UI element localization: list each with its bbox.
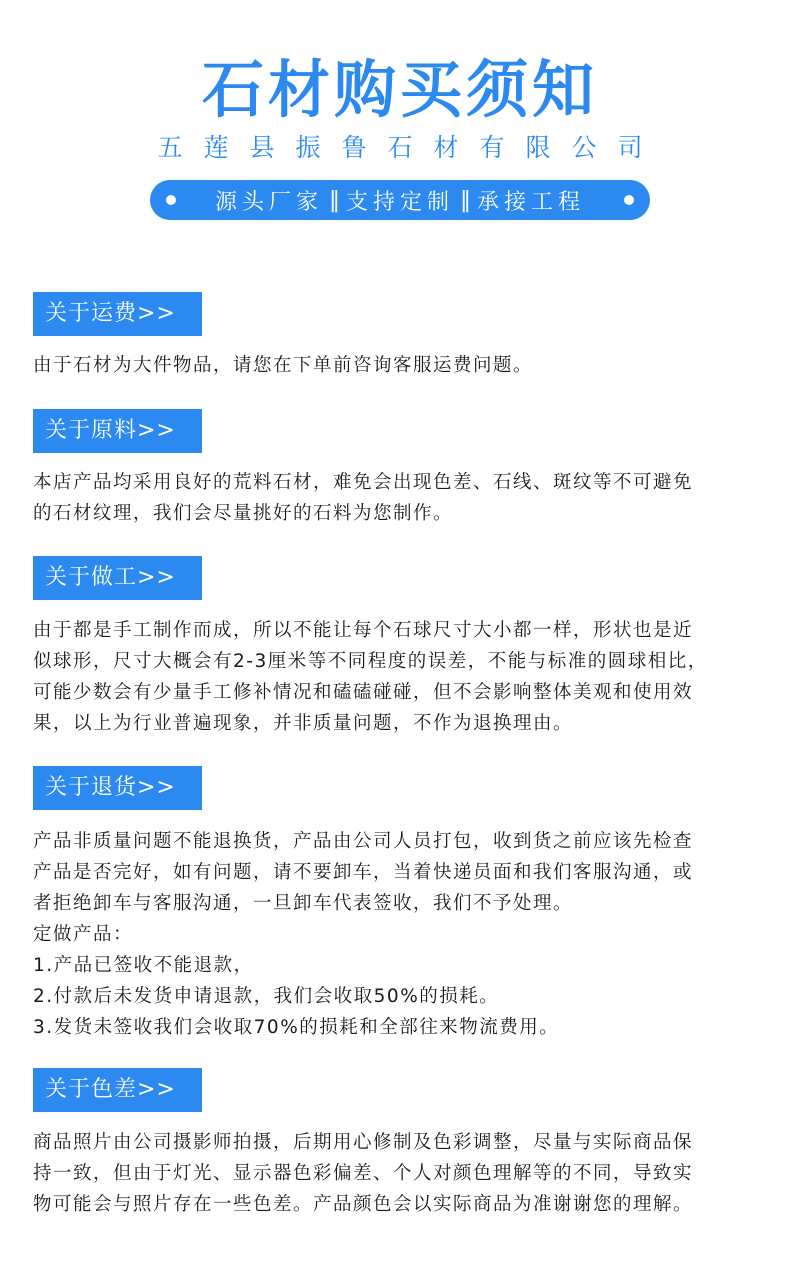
text-line: 商品照片由公司摄影师拍摄，后期用心修制及色彩调整，尽量与实际商品保 [33, 1132, 694, 1153]
section-text-shipping [33, 350, 778, 381]
text-line: 似球形，尺寸大概会有2-3厘米等不同程度的误差，不能与标准的圆球相比， [33, 651, 708, 672]
text-line: 由于石材为大件物品，请您在下单前咨询客服运费问题。 [33, 355, 534, 376]
slogan-separator: ‖ [328, 187, 340, 213]
slogan-item: 承接工程 [477, 189, 586, 215]
text-line: 产品是否完好，如有问题，请不要卸车，当着快递员面和我们客服沟通，或 [33, 862, 694, 883]
slogan-separator: ‖ [460, 187, 471, 213]
text-line: 定做产品： [33, 924, 134, 945]
section-text-craftsmanship [33, 615, 778, 739]
text-line: 物可能会与照片存在一些色差。产品颜色会以实际商品为准谢谢您的理解。 [33, 1194, 694, 1215]
slogan-item: 源头厂家 [214, 189, 323, 215]
section-tag-craftsmanship: 关于做工>> [33, 556, 202, 600]
text-line: 持一致，但由于灯光、显示器色彩偏差、个人对颜色理解等的不同，导致实 [33, 1163, 694, 1184]
section-text-color-difference [33, 1127, 778, 1220]
text-line: 1.产品已签收不能退款， [33, 955, 254, 976]
bullet-dot-icon [624, 195, 634, 205]
section-tag-shipping: 关于运费>> [33, 292, 202, 336]
text-line: 3.发货未签收我们会收取70%的损耗和全部往来物流费用。 [33, 1017, 560, 1038]
section-text-material [33, 467, 778, 529]
text-line: 产品非质量问题不能退换货，产品由公司人员打包，收到货之前应该先检查 [33, 831, 694, 852]
slogan-banner [150, 180, 650, 220]
text-line: 的石材纹理，我们会尽量挑好的石料为您制作。 [33, 503, 454, 524]
text-line: 果，以上为行业普遍现象，并非质量问题，不作为退换理由。 [33, 713, 574, 734]
section-tag-color-difference: 关于色差>> [33, 1068, 202, 1112]
company-name: 五莲县振鲁石材有限公司 [157, 133, 664, 162]
text-line: 者拒绝卸车与客服沟通，一旦卸车代表签收，我们不予处理。 [33, 893, 574, 914]
text-line: 由于都是手工制作而成，所以不能让每个石球尺寸大小都一样，形状也是近 [33, 620, 694, 641]
bullet-dot-icon [166, 195, 176, 205]
text-line: 2.付款后未发货申请退款，我们会收取50%的损耗。 [33, 986, 500, 1007]
text-line: 可能少数会有少量手工修补情况和磕磕碰碰，但不会影响整体美观和使用效 [33, 682, 694, 703]
text-line: 本店产品均采用良好的荒料石材，难免会出现色差、石线、斑纹等不可避免 [33, 472, 694, 493]
page-title: 石材购买须知 [201, 53, 598, 126]
section-tag-material: 关于原料>> [33, 409, 202, 453]
section-text-returns [33, 826, 778, 1043]
section-tag-returns: 关于退货>> [33, 766, 202, 810]
slogan-item: 支持定制 [345, 189, 454, 215]
